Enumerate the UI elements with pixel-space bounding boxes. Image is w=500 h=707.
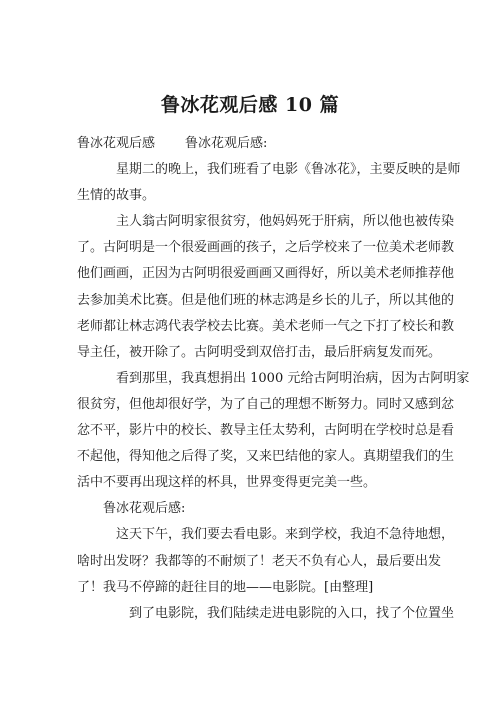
paragraph-line: 星期二的晚上，我们班看了电影《鲁冰花》，主要反映的是师 [116, 162, 461, 178]
document-body [77, 131, 470, 627]
paragraph-line: 主人翁古阿明家很贫穷，他妈妈死于肝病，所以他也被传染 [116, 214, 455, 230]
paragraph-line: 他们画画，正因为古阿明很爱画画又画得好，所以美术老师推荐他 [77, 266, 455, 282]
paragraph-2 [77, 209, 455, 366]
paragraph-line: 很贫穷，但他却很好学，为了自己的理想不断努力。同时又感到忿 [77, 396, 455, 412]
paragraph-line: 导主任，被开除了。古阿明受到双倍打击，最后肝病复发而死。 [77, 344, 442, 360]
intro-line [77, 131, 429, 157]
intro-label-2: 鲁冰花观后感: [185, 136, 268, 151]
section-heading [77, 496, 429, 522]
paragraph-1 [77, 157, 461, 209]
paragraph-line: 生情的故事。 [77, 188, 156, 204]
paragraph-line: 不起他，得知他之后得了奖，又来巴结他的家人。真期望我们的生 [77, 449, 455, 465]
paragraph-line: 了。古阿明是一个很爱画画的孩子，之后学校来了一位美术老师教 [77, 240, 455, 256]
paragraph-3 [77, 366, 470, 496]
section-heading-text: 鲁冰花观后感: [103, 501, 186, 517]
paragraph-line: 活中不要再出现这样的杯具，世界变得更完美一些。 [77, 475, 377, 491]
paragraph-line: 看到那里，我真想捐出 1000 元给古阿明治病，因为古阿明家 [116, 370, 470, 386]
paragraph-line: 去参加美术比赛。但是他们班的林志鸿是乡长的儿子，所以其他的 [77, 292, 455, 308]
paragraph-4 [77, 522, 455, 600]
paragraph-line: 这天下午，我们要去看电影。来到学校，我迫不急待地想， [116, 527, 455, 543]
paragraph-line: 老师都让林志鸿代表学校去比赛。美术老师一气之下打了校长和教 [77, 318, 455, 334]
paragraph-line: 忿不平，影片中的校长、教导主任太势利，古阿明在学校时总是看 [77, 423, 455, 439]
intro-label-1: 鲁冰花观后感 [77, 136, 156, 151]
paragraph-line: 啥时出发呀？我都等的不耐烦了！老天不负有心人，最后要出发 [77, 553, 442, 569]
document-title: 鲁冰花观后感 10 篇 [160, 94, 340, 116]
paragraph-line: 到了电影院，我们陆续走进电影院的入口，找了个位置坐 [129, 605, 455, 621]
paragraph-5 [77, 601, 455, 627]
paragraph-line: 了！我马不停蹄的赶往目的地——电影院。[由整理] [77, 579, 374, 595]
